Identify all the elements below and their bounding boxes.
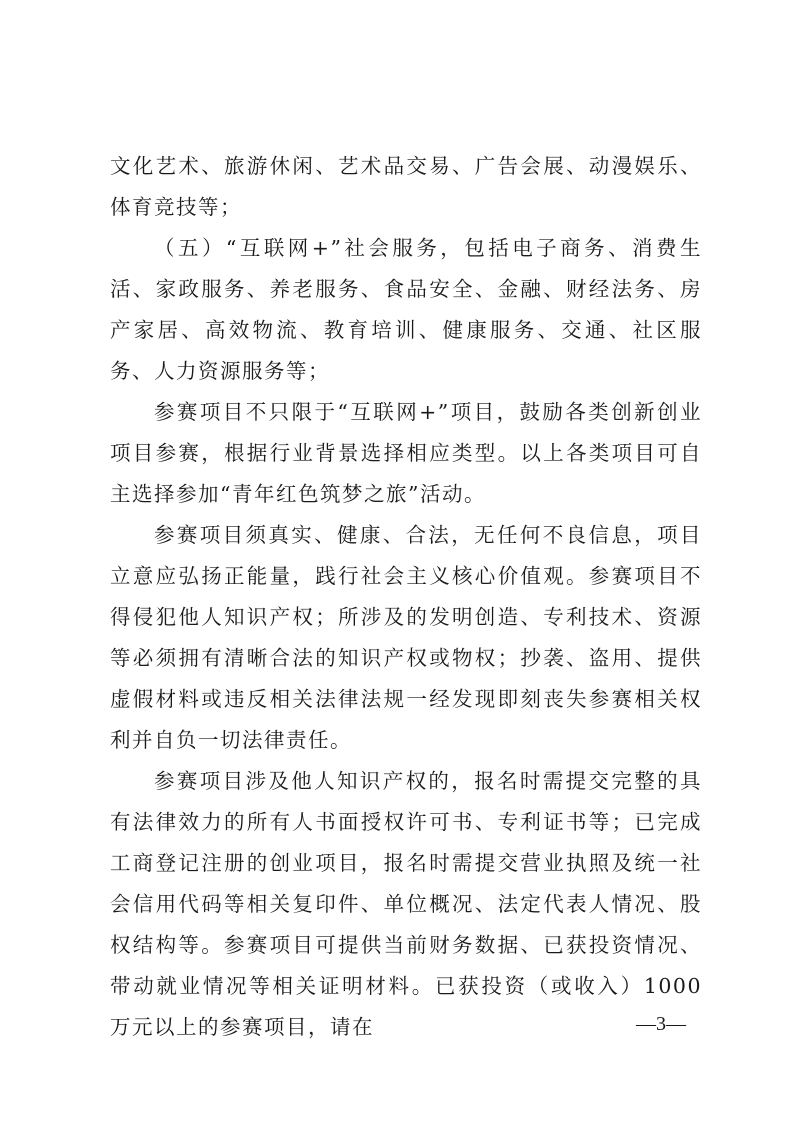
page-number: —3— xyxy=(636,1013,686,1035)
paragraph-project-requirements: 参赛项目须真实、健康、合法，无任何不良信息，项目立意应弘扬正能量，践行社会主义核心价值观。参赛项目不得侵犯他人知识产权；所涉及的发明创造、专利技术、资源等必须拥有清晰合法的知识产权或物权；抄袭、盗用、提供虚假材料或违反相关法律法规一经发现即刻丧失参赛相关权利并自负一切法律责任。 xyxy=(110,523,702,752)
document-body xyxy=(110,146,702,1048)
paragraph-social-services: （五）“互联网+”社会服务，包括电子商务、消费生活、家政服务、养老服务、食品安全、金融、财经法务、房产家居、高效物流、教育培训、健康服务、交通、社区服务、人力资源服务等； xyxy=(110,236,702,383)
paragraph-continuation: 文化艺术、旅游休闲、艺术品交易、广告会展、动漫娱乐、体育竞技等； xyxy=(110,154,702,219)
paragraph-ip-materials: 参赛项目涉及他人知识产权的，报名时需提交完整的具有法律效力的所有人书面授权许可书、专利证书等；已完成工商登记注册的创业项目，报名时需提交营业执照及统一社会信用代码等相关复印件、单位概况、法定代表人情况、股权结构等。参赛项目可提供当前财务数据、已获投资情况、带动就业情况等相关证明材料。已获投资（或收入）1000 万元以上的参赛项目，请在 xyxy=(110,769,702,1039)
paragraph-project-scope: 参赛项目不只限于“互联网+”项目，鼓励各类创新创业项目参赛，根据行业背景选择相应类型。以上各类项目可自主选择参加“青年红色筑梦之旅”活动。 xyxy=(110,400,702,506)
